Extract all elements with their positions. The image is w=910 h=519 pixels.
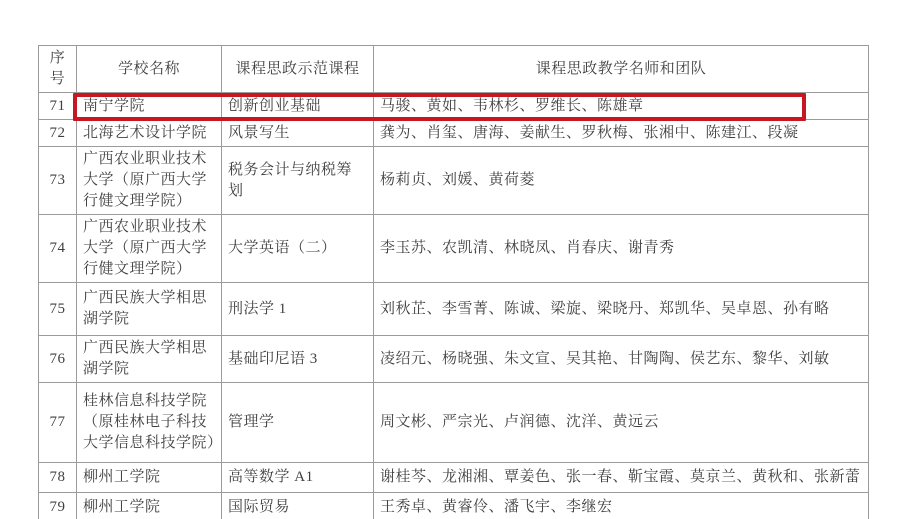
cell-school: 广西农业职业技术大学（原广西大学行健文理学院） xyxy=(77,147,222,215)
table-row-highlighted xyxy=(39,120,869,147)
cell-school: 桂林信息科技学院（原桂林电子科技大学信息科技学院） xyxy=(77,383,222,463)
table-row xyxy=(39,93,869,120)
cell-school: 广西民族大学相思湖学院 xyxy=(77,336,222,383)
cell-no: 78 xyxy=(39,463,77,493)
cell-course: 刑法学 1 xyxy=(222,283,374,336)
table-row xyxy=(39,215,869,283)
cell-course: 管理学 xyxy=(222,383,374,463)
cell-no: 75 xyxy=(39,283,77,336)
cell-course: 税务会计与纳税筹划 xyxy=(222,147,374,215)
table-row xyxy=(39,147,869,215)
header-school: 学校名称 xyxy=(77,46,222,93)
course-table-container xyxy=(38,45,869,519)
cell-teachers: 刘秋芷、李雪菁、陈诚、梁旋、梁晓丹、郑凯华、吴卓恩、孙有略 xyxy=(374,283,869,336)
cell-teachers: 谢桂芩、龙湘湘、覃姜色、张一春、靳宝霞、莫京兰、黄秋和、张新蕾 xyxy=(374,463,869,493)
cell-course: 国际贸易 xyxy=(222,493,374,519)
cell-teachers: 马骏、黄如、韦林杉、罗维长、陈雄章 xyxy=(374,93,869,120)
cell-school: 柳州工学院 xyxy=(77,493,222,519)
cell-course: 基础印尼语 3 xyxy=(222,336,374,383)
header-row xyxy=(39,46,869,93)
cell-teachers: 杨莉贞、刘媛、黄荷菱 xyxy=(374,147,869,215)
cell-teachers: 凌绍元、杨晓强、朱文宣、吴其艳、甘陶陶、侯艺东、黎华、刘敏 xyxy=(374,336,869,383)
cell-teachers: 龚为、肖玺、唐海、姜献生、罗秋梅、张湘中、陈建江、段凝 xyxy=(374,120,869,147)
cell-course: 大学英语（二） xyxy=(222,215,374,283)
cell-no: 79 xyxy=(39,493,77,519)
cell-course: 高等数学 A1 xyxy=(222,463,374,493)
cell-course: 风景写生 xyxy=(222,120,374,147)
header-no: 序号 xyxy=(39,46,77,93)
cell-no: 76 xyxy=(39,336,77,383)
table-row xyxy=(39,493,869,519)
table-row xyxy=(39,283,869,336)
table-row xyxy=(39,383,869,463)
cell-no: 74 xyxy=(39,215,77,283)
cell-teachers: 李玉苏、农凯清、林晓凤、肖春庆、谢青秀 xyxy=(374,215,869,283)
cell-no: 73 xyxy=(39,147,77,215)
cell-no: 71 xyxy=(39,93,77,120)
cell-course: 创新创业基础 xyxy=(222,93,374,120)
cell-teachers: 周文彬、严宗光、卢润德、沈洋、黄远云 xyxy=(374,383,869,463)
header-teachers: 课程思政教学名师和团队 xyxy=(374,46,869,93)
cell-school: 北海艺术设计学院 xyxy=(77,120,222,147)
cell-school: 柳州工学院 xyxy=(77,463,222,493)
course-table xyxy=(38,45,869,519)
cell-no: 72 xyxy=(39,120,77,147)
cell-school: 南宁学院 xyxy=(77,93,222,120)
header-course: 课程思政示范课程 xyxy=(222,46,374,93)
cell-school: 广西农业职业技术大学（原广西大学行健文理学院） xyxy=(77,215,222,283)
cell-no: 77 xyxy=(39,383,77,463)
cell-school: 广西民族大学相思湖学院 xyxy=(77,283,222,336)
table-row xyxy=(39,336,869,383)
table-row xyxy=(39,463,869,493)
cell-teachers: 王秀卓、黄睿伶、潘飞宇、李继宏 xyxy=(374,493,869,519)
